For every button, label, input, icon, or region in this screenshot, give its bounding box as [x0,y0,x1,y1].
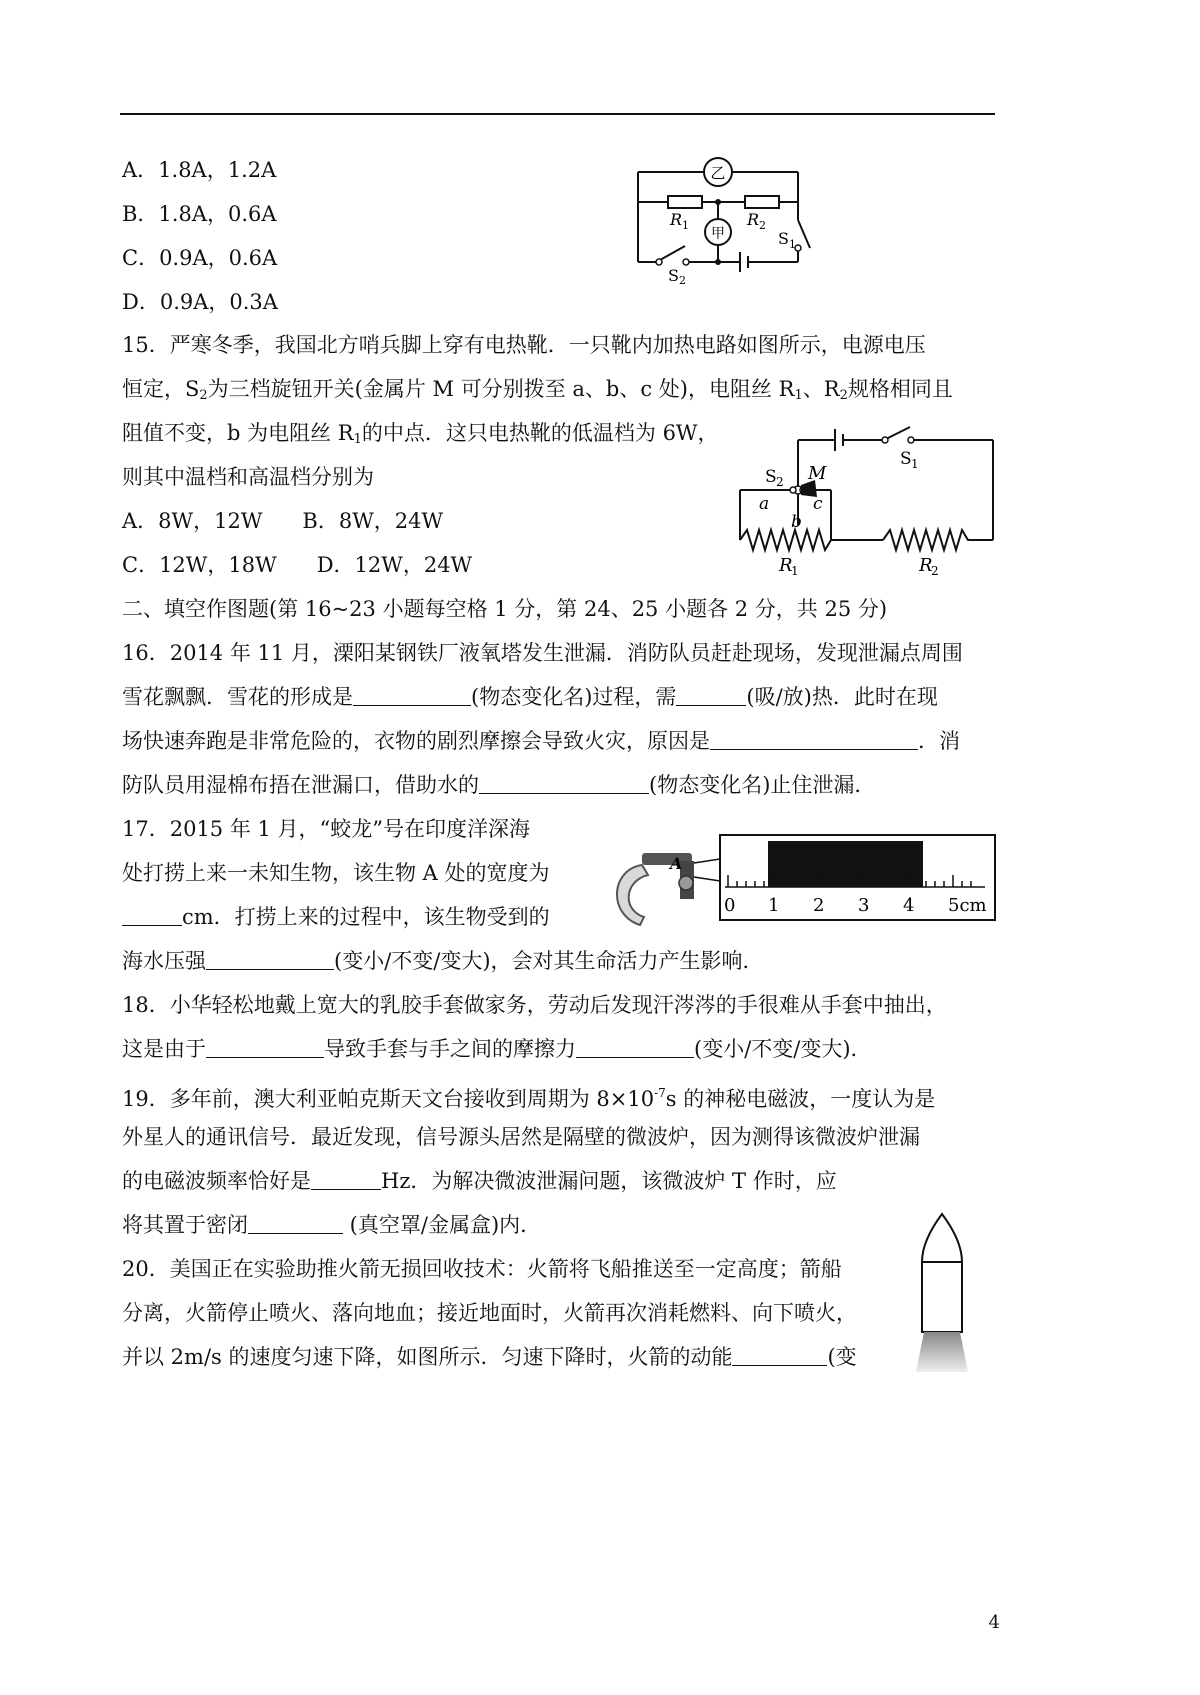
heater-r2-subscript: 2 [931,564,939,578]
q19-line-3: 的电磁波频率恰好是 Hz．为解决微波泄漏问题，该微波炉 T 作时，应 [122,1169,837,1193]
q16-line-2: 雪花飘飘．雪花的形成是 (物态变化名)过程，需 (吸/放)热．此时在现 [122,685,938,709]
s1-label: S [778,229,789,248]
q20-line-1: 20．美国正在实验助推火箭无损回收技术：火箭将飞船推送至一定高度；箭船 [122,1257,842,1281]
q15-line-2: 恒定，$S_2$为三档旋钮开关(金属片 M 可分别拨至 a、b、c 处)，电阻丝 $R_1$、$R_2$规格相同且 [122,377,953,403]
r1-subscript: 1 [682,219,689,232]
q18-line-1: 18．小华轻松地戴上宽大的乳胶手套做家务，劳动后发现汗涔涔的手很难从手套中抽出， [122,993,947,1017]
r2-label: R [747,210,760,229]
q14-option-a: A．1.8A，1.2A [122,158,277,182]
q19-line-4: 将其置于密闭 (真空罩/金属盒)内． [122,1213,542,1237]
q16-line-1: 16．2014 年 11 月，溧阳某钢铁厂液氧塔发生泄漏．消防队员赶赴现场，发现泄漏点周围 [122,641,963,665]
q19-line-2: 外星人的通讯信号．最近发现，信号源头居然是隔壁的微波炉，因为测得该微波炉泄漏 [122,1125,920,1149]
ruler-a-label: A [670,854,683,873]
section-2-heading: 二、填空作图题(第 16~23 小题每空格 1 分，第 24、25 小题各 2 分，共 25 分) [122,597,888,621]
answer-blank[interactable] [122,905,182,926]
header-rule [120,113,995,115]
heater-a-label: a [759,494,770,514]
answer-blank[interactable] [479,773,649,794]
q20-line-3: 并以 2m/s 的速度匀速下降，如图所示．匀速下降时，火箭的动能 (变 [122,1345,857,1369]
q16-line-4: 防队员用湿棉布捂在泄漏口，借助水的 (物态变化名)止住泄漏． [122,773,876,797]
heater-s2-subscript: 2 [776,475,784,489]
answer-blank[interactable] [206,1037,324,1058]
q17-line-4: 海水压强 (变小/不变/变大)，会对其生命活力产生影响． [122,949,764,973]
q15-option-a: A．8W，12W [122,509,263,533]
q20-rocket-figure [910,1210,975,1375]
q17-line-1: 17．2015 年 1 月，“蛟龙”号在印度洋深海 [122,817,531,841]
q15-heater-circuit-diagram [735,425,1000,585]
q16-line-3: 场快速奔跑是非常危险的，衣物的剧烈摩擦会导致火灾，原因是 ．消 [122,729,960,753]
q14-circuit-diagram [630,150,820,285]
q14-option-d: D．0.9A，0.3A [122,290,278,314]
s1-subscript: 1 [789,238,796,251]
q15-option-b: B．8W，24W [302,509,444,533]
answer-blank[interactable] [311,1169,381,1190]
q14-option-b: B．1.8A，0.6A [122,202,277,226]
ruler-tick-0: 0 [724,895,736,916]
heater-s2-label: S [765,467,777,487]
r1-label: R [670,210,683,229]
ammeter-yi-label: 乙 [710,164,726,182]
heater-r1-label: R [779,555,793,576]
heater-b-label: b [791,512,802,532]
page-number: 4 [988,1612,1000,1633]
heater-s1-subscript: 1 [911,457,919,471]
q15-options-ab [122,506,443,536]
q18-line-2: 这是由于 导致手套与手之间的摩擦力 (变小/不变/变大)． [122,1037,872,1061]
ruler-tick-1: 1 [768,895,780,916]
s2-subscript: 2 [679,274,686,285]
heater-r2-label: R [919,555,933,576]
answer-blank[interactable] [206,949,334,970]
heater-r1-subscript: 1 [791,564,799,578]
r2-subscript: 2 [759,219,766,232]
answer-blank[interactable] [710,729,918,750]
heater-c-label: c [813,494,823,514]
ruler-tick-2: 2 [813,895,825,916]
ruler-tick-3: 3 [858,895,870,916]
ruler-tick-4: 4 [903,895,915,916]
heater-s1-label: S [900,449,912,469]
q19-line-1: 19．多年前，澳大利亚帕克斯天文台接收到周期为 $8\times 10^{-7}s$ 的神秘电磁波，一度认为是 [122,1086,936,1111]
answer-blank[interactable] [676,685,746,706]
q17-line-2: 处打捞上来一未知生物，该生物 A 处的宽度为 [122,861,550,885]
q20-line-2: 分离，火箭停止喷火、落向地血；接近地面时，火箭再次消耗燃料、向下喷火， [122,1301,857,1325]
ammeter-jia-label: 甲 [711,226,725,242]
q17-creature-ruler-figure [600,825,1000,935]
answer-blank[interactable] [353,685,471,706]
answer-blank[interactable] [248,1213,343,1234]
s2-label: S [668,266,679,285]
q15-line-4: 则其中温档和高温档分别为 [122,465,374,489]
q15-line-1: 15．严寒冬季，我国北方哨兵脚上穿有电热靴．一只靴内加热电路如图所示，电源电压 [122,333,926,357]
q15-option-c: C．12W，18W [122,553,277,577]
answer-blank[interactable] [576,1037,694,1058]
q17-line-3: cm．打捞上来的过程中，该生物受到的 [122,902,550,932]
heater-m-label: M [808,463,827,484]
q15-options-cd [122,550,472,580]
q15-line-3: 阻值不变，b 为电阻丝 $R_1$的中点．这只电热靴的低温档为 6W， [122,421,719,447]
answer-blank[interactable] [732,1345,827,1366]
ruler-tick-5cm: 5cm [948,895,987,916]
q15-option-d: D．12W，24W [316,553,473,577]
q14-option-c: C．0.9A，0.6A [122,246,278,270]
